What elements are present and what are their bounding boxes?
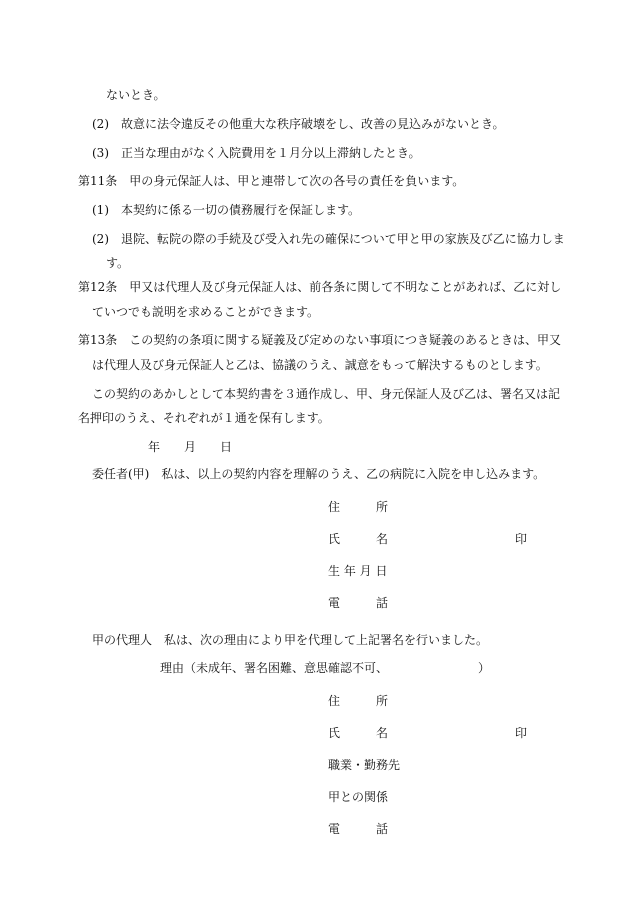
- text-line: ていつでも説明を求めることができます。: [92, 305, 320, 319]
- text-line: この契約のあかしとして本契約書を３通作成し、甲、身元保証人及び乙は、署名又は記: [92, 387, 561, 401]
- principal-declaration: 委任者(甲) 私は、以上の契約内容を理解のうえ、乙の病院に入院を申し込みます。: [92, 467, 546, 481]
- name-label: 氏 名: [328, 726, 389, 740]
- article-13: 第13条 この契約の条項に関する疑義及び定めのない事項につき疑義のあるときは、甲又: [78, 333, 562, 347]
- agent-reason: 理由（未成年、署名困難、意思確認不可、 ）: [160, 661, 491, 675]
- text-line: (2) 故意に法令違反その他重大な秩序破壊をし、改善の見込みがないとき。: [92, 117, 505, 131]
- text-line: (1) 本契約に係る一切の債務履行を保証します。: [92, 203, 361, 217]
- name-label: 氏 名: [328, 532, 389, 546]
- agent-declaration: 甲の代理人 私は、次の理由により甲を代理して上記署名を行いました。: [92, 633, 489, 647]
- phone-label: 電 話: [328, 822, 389, 836]
- article-12: 第12条 甲又は代理人及び身元保証人は、前各条に関して不明なことがあれば、乙に対し: [78, 280, 562, 294]
- text-line: (2) 退院、転院の際の手続及び受入れ先の確保について甲と甲の家族及び乙に協力しま: [92, 232, 565, 246]
- relationship-label: 甲との関係: [328, 790, 389, 804]
- seal-mark: 印: [515, 726, 528, 740]
- occupation-label: 職業・勤務先: [328, 758, 401, 772]
- birthdate-label: 生 年 月 日: [328, 564, 388, 578]
- text-line: ないとき。: [106, 88, 166, 102]
- phone-label: 電 話: [328, 596, 389, 610]
- article-11: 第11条 甲の身元保証人は、甲と連帯して次の各号の責任を負います。: [78, 174, 465, 188]
- text-line: (3) 正当な理由がなく入院費用を１月分以上滞納したとき。: [92, 146, 421, 160]
- text-line: は代理人及び身元保証人と乙は、協議のうえ、誠意をもって解決するものとします。: [92, 358, 548, 372]
- text-line: す。: [106, 256, 130, 270]
- address-label: 住 所: [328, 500, 389, 514]
- seal-mark: 印: [515, 532, 528, 546]
- date-line: 年 月 日: [148, 440, 233, 454]
- address-label: 住 所: [328, 694, 389, 708]
- text-line: 名押印のうえ、それぞれが１通を保有します。: [78, 411, 330, 425]
